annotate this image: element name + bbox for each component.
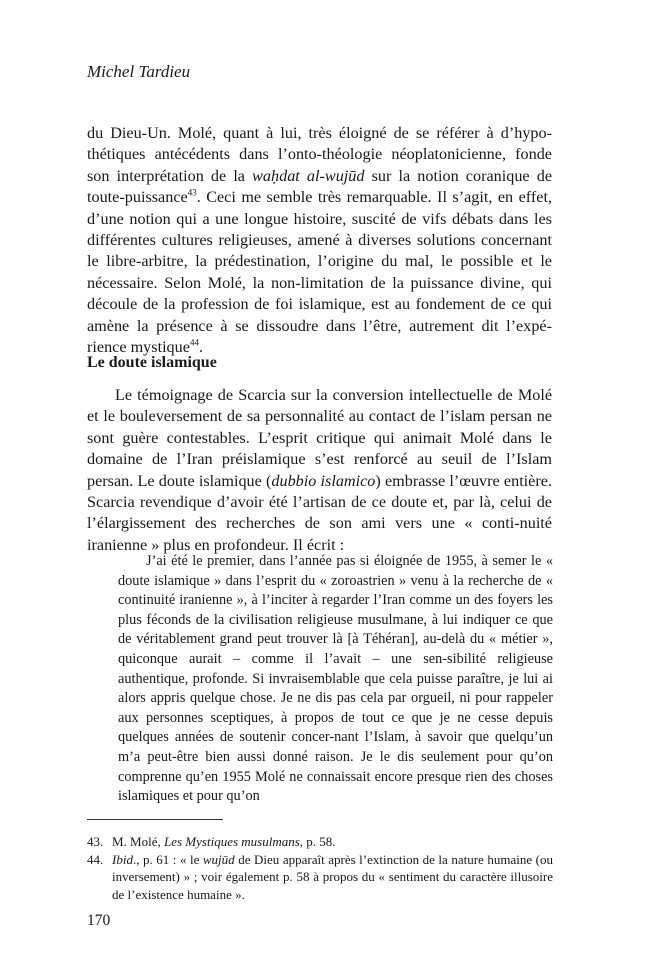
page-number: 170 xyxy=(87,912,111,929)
body-paragraph-2 xyxy=(87,385,552,556)
body-paragraph-1 xyxy=(87,123,552,358)
footnote-text-part: ., p. 61 : « le xyxy=(132,851,203,867)
arabic-term: waḥdat al-wujūd xyxy=(252,166,365,185)
footnote-text xyxy=(112,833,553,851)
paragraph-text: . Ceci me semble très remarquable. Il s’agit, en effet, d’une notion qui a une longue histoire, suscité de vifs débats dans les différentes cultures religieuses, amené à diverses solutions concernant le libre-arbitre, la prédestination, l’origine du mal, le possible et le nécessaire. Selon Molé, la non-limitation de la puissance divine, qui découle de la profession de foi islamique, est au fondement de ce qui amène la présence à se dissoudre dans l’être, autrement dit l’expé-rience mystique xyxy=(87,188,552,357)
section-heading: Le doute islamique xyxy=(87,354,217,371)
footnote-text-part: de Dieu apparaît après l’extinction de la nature humaine (ou inversement) » ; voir également p. 58 à propos du « sentiment du caractère illusoire de l’existence humaine ». xyxy=(112,851,553,902)
paragraph-text: sur la notion coranique de toute-puissance xyxy=(87,166,553,207)
running-head: Michel Tardieu xyxy=(87,62,191,81)
footnote-number: 44. xyxy=(87,851,104,867)
book-title: Les Mystiques musulmans xyxy=(164,834,300,849)
quote-text: J’ai été le premier, dans l’année pas si éloignée de 1955, à semer le « doute islamique » dans l’esprit du « zoroastrien » venu à la recherche de « continuité iranienne », à l’inciter à regarder l’Iran comme un des foyers les plus féconds de la civilisation religieuse musulmane, à lui indiquer ce que de véritablement grand peut trouver là [à Téhéran], au-delà du « métier », quiconque aurait – comme il l’avait – une sen-sibilité religieuse authentique, profonde. Si invraisemblable que cela puisse paraître, je lui ai alors appris quelque chose. Je ne dis pas cela par orgueil, ni pour rappeler aux personnes sceptiques, à propos de tout ce que je ne cesse depuis quelques années de soutenir concer-nant l’Islam, à savoir que quelqu’un m’a peut-être bien aussi donné raison. Je le dis seulement pour qu’on comprenne qu’en 1955 Molé ne connaissait encore presque rien des choses islamiques et pour qu’on xyxy=(118,553,553,805)
footnote-separator xyxy=(87,819,223,820)
arabic-term: wujūd xyxy=(202,851,235,867)
paragraph-text: ) embrasse l’œuvre entière. Scarcia revendique d’avoir été l’artisan de ce doute et, par là, celui de l’élargissement des recherches de son ami vers une « conti-nuité iranienne » plus en profondeur. Il écrit : xyxy=(87,471,552,554)
footnote-text xyxy=(112,851,553,904)
footnote-number: 43. xyxy=(87,834,104,849)
block-quote xyxy=(118,552,553,807)
footnote-43 xyxy=(87,833,553,851)
footnote-ref-43[interactable]: 43 xyxy=(187,187,197,198)
footnote-text-part: M. Molé, xyxy=(112,834,164,849)
footnote-ref-44[interactable]: 44 xyxy=(189,337,199,348)
footnotes xyxy=(87,833,553,903)
paragraph-text: . xyxy=(198,338,203,357)
paragraph-text: Le témoignage de Scarcia sur la conversion intellectuelle de Molé et le bouleversement de sa personnalité au contact de l’islam persan ne sont guère contestables. L’esprit critique qui animait Molé dans le domaine de l’Iran préislamique s’est renforcé au seuil de l’Islam persan. Le doute islamique ( xyxy=(87,386,552,490)
ibid-abbrev: Ibid xyxy=(112,851,133,867)
paragraph-text: du Dieu-Un. Molé, quant à lui, très éloigné de se référer à d’hypo-thétiques antécédents dans l’onto-théologie néoplatonicienne, fonde son interprétation de la xyxy=(87,124,552,185)
footnote-44 xyxy=(87,851,553,904)
italian-term: dubbio islamico xyxy=(271,471,376,490)
footnote-text-part: , p. 58. xyxy=(299,834,336,849)
